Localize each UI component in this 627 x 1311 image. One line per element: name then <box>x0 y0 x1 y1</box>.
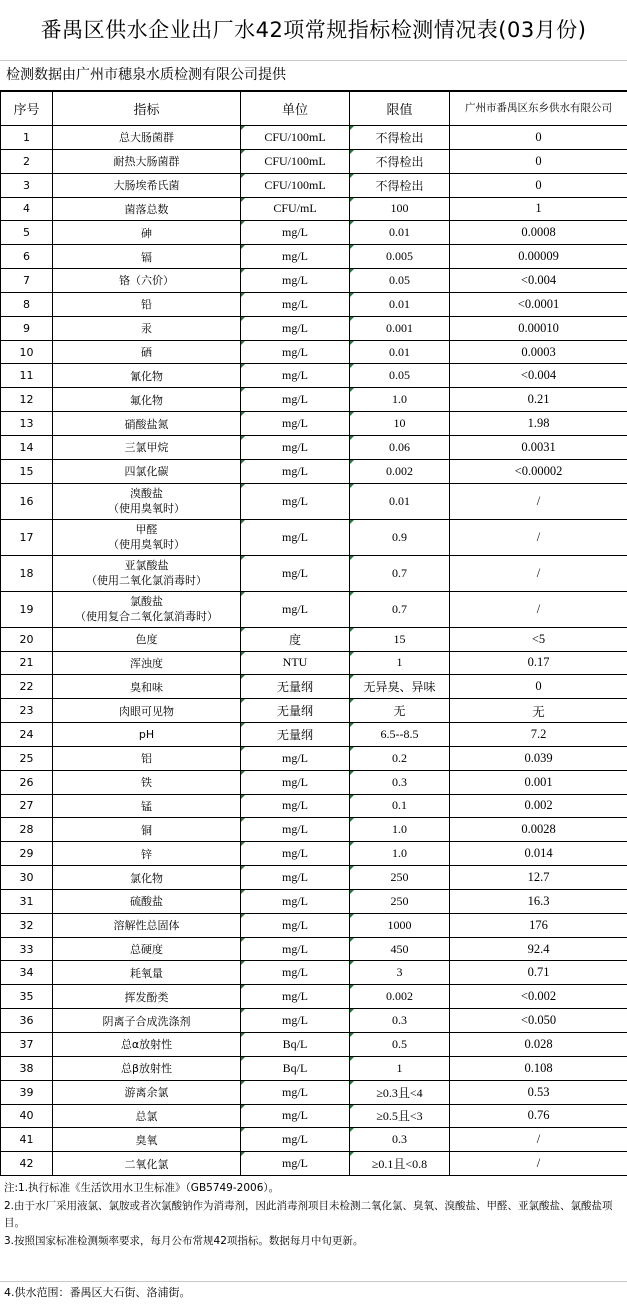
row-no: 4 <box>1 197 53 221</box>
row-value: 0.17 <box>450 651 627 675</box>
row-limit: 0.005 <box>350 245 450 269</box>
table-row <box>1 292 627 316</box>
table-row <box>1 842 627 866</box>
row-no: 42 <box>1 1152 53 1176</box>
row-no: 26 <box>1 770 53 794</box>
row-no: 22 <box>1 675 53 699</box>
row-no: 11 <box>1 364 53 388</box>
row-indicator: 挥发酚类 <box>53 985 241 1009</box>
table-row <box>1 197 627 221</box>
row-value: 0.0028 <box>450 818 627 842</box>
row-no: 27 <box>1 794 53 818</box>
row-indicator: 菌落总数 <box>53 197 241 221</box>
row-indicator: 臭氧 <box>53 1128 241 1152</box>
row-unit: mg/L <box>241 1128 350 1152</box>
table-row <box>1 388 627 412</box>
row-limit: 0.1 <box>350 794 450 818</box>
row-unit: mg/L <box>241 746 350 770</box>
row-value: 7.2 <box>450 723 627 747</box>
row-unit: mg/L <box>241 770 350 794</box>
row-unit: mg/L <box>241 555 350 591</box>
row-unit: mg/L <box>241 1009 350 1033</box>
table-row <box>1 173 627 197</box>
row-no: 7 <box>1 269 53 293</box>
row-indicator: 总α放射性 <box>53 1033 241 1057</box>
row-limit: 0.01 <box>350 483 450 519</box>
page-title: 番禺区供水企业出厂水42项常规指标检测情况表(03月份) <box>0 0 627 61</box>
row-unit: mg/L <box>241 412 350 436</box>
row-no: 35 <box>1 985 53 1009</box>
table-row <box>1 723 627 747</box>
row-no: 33 <box>1 937 53 961</box>
table-row <box>1 519 627 555</box>
row-value: / <box>450 519 627 555</box>
row-value: 0.108 <box>450 1056 627 1080</box>
row-indicator: 砷 <box>53 221 241 245</box>
row-value: 无 <box>450 699 627 723</box>
row-value: 0.0008 <box>450 221 627 245</box>
row-indicator: pH <box>53 723 241 747</box>
row-unit: Bq/L <box>241 1056 350 1080</box>
row-no: 2 <box>1 149 53 173</box>
row-value: / <box>450 555 627 591</box>
row-indicator: 硫酸盐 <box>53 889 241 913</box>
row-indicator: 锰 <box>53 794 241 818</box>
row-unit: mg/L <box>241 245 350 269</box>
row-indicator: 总氯 <box>53 1104 241 1128</box>
row-unit: mg/L <box>241 459 350 483</box>
row-value: <0.004 <box>450 364 627 388</box>
row-unit: mg/L <box>241 388 350 412</box>
row-no: 28 <box>1 818 53 842</box>
row-limit: 0.9 <box>350 519 450 555</box>
table-row <box>1 435 627 459</box>
row-no: 40 <box>1 1104 53 1128</box>
row-limit: 0.3 <box>350 770 450 794</box>
row-no: 16 <box>1 483 53 519</box>
table-row <box>1 937 627 961</box>
table-row <box>1 591 627 627</box>
row-unit: CFU/100mL <box>241 126 350 150</box>
header-indicator: 指标 <box>53 92 241 126</box>
row-indicator: 总大肠菌群 <box>53 126 241 150</box>
table-row <box>1 555 627 591</box>
row-limit: 0.05 <box>350 364 450 388</box>
row-limit: 0.3 <box>350 1009 450 1033</box>
row-unit: mg/L <box>241 1080 350 1104</box>
row-unit: mg/L <box>241 292 350 316</box>
row-limit: 10 <box>350 412 450 436</box>
row-unit: mg/L <box>241 794 350 818</box>
row-unit: mg/L <box>241 1152 350 1176</box>
table-row <box>1 269 627 293</box>
row-value: 0.00010 <box>450 316 627 340</box>
table-row <box>1 364 627 388</box>
row-limit: 0.2 <box>350 746 450 770</box>
data-source-line: 检测数据由广州市穗泉水质检测有限公司提供 <box>0 61 627 91</box>
row-limit: 0.01 <box>350 221 450 245</box>
row-limit: 0.3 <box>350 1128 450 1152</box>
table-row <box>1 770 627 794</box>
row-limit: 3 <box>350 961 450 985</box>
table-row <box>1 316 627 340</box>
row-indicator: 氰化物 <box>53 364 241 388</box>
row-indicator: 四氯化碳 <box>53 459 241 483</box>
row-limit: ≥0.3且<4 <box>350 1080 450 1104</box>
row-limit: ≥0.1且<0.8 <box>350 1152 450 1176</box>
row-value: 0.028 <box>450 1033 627 1057</box>
row-unit: mg/L <box>241 818 350 842</box>
row-limit: 0.06 <box>350 435 450 459</box>
row-no: 23 <box>1 699 53 723</box>
row-value: 0.76 <box>450 1104 627 1128</box>
row-unit: CFU/100mL <box>241 149 350 173</box>
row-value: / <box>450 1128 627 1152</box>
row-no: 20 <box>1 627 53 651</box>
row-indicator: 总硬度 <box>53 937 241 961</box>
row-value: 0.71 <box>450 961 627 985</box>
row-limit: 0.002 <box>350 985 450 1009</box>
row-no: 41 <box>1 1128 53 1152</box>
row-limit: 450 <box>350 937 450 961</box>
row-limit: 0.5 <box>350 1033 450 1057</box>
supply-scope: 4.供水范围：番禺区大石街、洛浦街。 <box>0 1281 627 1304</box>
table-row <box>1 627 627 651</box>
row-value: <0.050 <box>450 1009 627 1033</box>
indicator-table <box>0 91 627 1176</box>
row-no: 1 <box>1 126 53 150</box>
row-value: 0 <box>450 126 627 150</box>
row-value: 1.98 <box>450 412 627 436</box>
row-limit: 6.5--8.5 <box>350 723 450 747</box>
row-no: 31 <box>1 889 53 913</box>
row-no: 21 <box>1 651 53 675</box>
table-body <box>1 126 627 1176</box>
note-2: 2.由于水厂采用液氯、氯胺或者次氯酸钠作为消毒剂，因此消毒剂项目未检测二氧化氯、臭氧、溴酸盐、甲醛、亚氯酸盐、氯酸盐项目。 <box>4 1199 613 1230</box>
header-no: 序号 <box>1 92 53 126</box>
note-1: 注:1.执行标准《生活饮用水卫生标准》（GB5749-2006）。 <box>4 1182 280 1195</box>
row-indicator: 镉 <box>53 245 241 269</box>
row-indicator: 浑浊度 <box>53 651 241 675</box>
row-unit: mg/L <box>241 221 350 245</box>
row-indicator: 甲醛 （使用臭氧时） <box>53 519 241 555</box>
row-no: 29 <box>1 842 53 866</box>
row-unit: mg/L <box>241 961 350 985</box>
row-indicator: 二氧化氯 <box>53 1152 241 1176</box>
row-value: 0.002 <box>450 794 627 818</box>
row-value: 0.0031 <box>450 435 627 459</box>
row-indicator: 铅 <box>53 292 241 316</box>
row-value: <0.004 <box>450 269 627 293</box>
table-row <box>1 340 627 364</box>
row-no: 24 <box>1 723 53 747</box>
row-no: 37 <box>1 1033 53 1057</box>
row-unit: mg/L <box>241 985 350 1009</box>
row-no: 14 <box>1 435 53 459</box>
row-value: / <box>450 483 627 519</box>
row-no: 6 <box>1 245 53 269</box>
row-value: 1 <box>450 197 627 221</box>
row-unit: mg/L <box>241 435 350 459</box>
row-no: 25 <box>1 746 53 770</box>
row-value: 0.53 <box>450 1080 627 1104</box>
row-unit: mg/L <box>241 591 350 627</box>
table-row <box>1 1128 627 1152</box>
row-indicator: 硝酸盐氮 <box>53 412 241 436</box>
row-unit: NTU <box>241 651 350 675</box>
row-limit: 1.0 <box>350 388 450 412</box>
row-no: 17 <box>1 519 53 555</box>
note-3: 3.按照国家标准检测频率要求，每月公布常规42项指标。数据每月中旬更新。 <box>4 1234 364 1247</box>
row-no: 32 <box>1 913 53 937</box>
table-row <box>1 1056 627 1080</box>
row-limit: 0.05 <box>350 269 450 293</box>
row-no: 18 <box>1 555 53 591</box>
row-unit: 无量纲 <box>241 723 350 747</box>
row-indicator: 三氯甲烷 <box>53 435 241 459</box>
table-row <box>1 746 627 770</box>
row-no: 30 <box>1 866 53 890</box>
row-unit: mg/L <box>241 364 350 388</box>
row-value: 0.014 <box>450 842 627 866</box>
row-no: 8 <box>1 292 53 316</box>
row-limit: 1.0 <box>350 842 450 866</box>
row-limit: 0.7 <box>350 555 450 591</box>
table-row <box>1 699 627 723</box>
table-header-row <box>1 92 627 126</box>
row-indicator: 肉眼可见物 <box>53 699 241 723</box>
row-limit: 0.01 <box>350 340 450 364</box>
row-no: 13 <box>1 412 53 436</box>
header-unit: 单位 <box>241 92 350 126</box>
row-indicator: 锌 <box>53 842 241 866</box>
row-value: <0.00002 <box>450 459 627 483</box>
row-indicator: 臭和味 <box>53 675 241 699</box>
row-no: 19 <box>1 591 53 627</box>
row-limit: 无 <box>350 699 450 723</box>
row-unit: CFU/100mL <box>241 173 350 197</box>
row-value: 0.21 <box>450 388 627 412</box>
row-indicator: 游离余氯 <box>53 1080 241 1104</box>
row-no: 5 <box>1 221 53 245</box>
row-no: 15 <box>1 459 53 483</box>
row-no: 34 <box>1 961 53 985</box>
table-row <box>1 651 627 675</box>
table-row <box>1 1080 627 1104</box>
row-limit: 100 <box>350 197 450 221</box>
table-row <box>1 245 627 269</box>
table-row <box>1 459 627 483</box>
row-unit: 无量纲 <box>241 699 350 723</box>
table-row <box>1 818 627 842</box>
table-row <box>1 149 627 173</box>
row-unit: CFU/mL <box>241 197 350 221</box>
row-limit: 1 <box>350 651 450 675</box>
row-limit: 1.0 <box>350 818 450 842</box>
row-indicator: 铬（六价） <box>53 269 241 293</box>
row-unit: mg/L <box>241 269 350 293</box>
row-unit: mg/L <box>241 913 350 937</box>
row-limit: 250 <box>350 866 450 890</box>
row-indicator: 铝 <box>53 746 241 770</box>
row-value: 0 <box>450 675 627 699</box>
notes-block <box>0 1176 627 1250</box>
header-limit: 限值 <box>350 92 450 126</box>
header-org: 广州市番禺区东乡供水有限公司 <box>450 92 627 126</box>
row-unit: 度 <box>241 627 350 651</box>
row-value: 0.00009 <box>450 245 627 269</box>
row-indicator: 溴酸盐 （使用臭氧时） <box>53 483 241 519</box>
table-row <box>1 794 627 818</box>
row-indicator: 溶解性总固体 <box>53 913 241 937</box>
row-value: 12.7 <box>450 866 627 890</box>
row-value: 0 <box>450 173 627 197</box>
row-value: 0 <box>450 149 627 173</box>
row-no: 10 <box>1 340 53 364</box>
row-indicator: 铜 <box>53 818 241 842</box>
row-unit: Bq/L <box>241 1033 350 1057</box>
row-value: / <box>450 1152 627 1176</box>
row-value: <0.0001 <box>450 292 627 316</box>
row-value: <5 <box>450 627 627 651</box>
row-limit: 0.7 <box>350 591 450 627</box>
row-limit: 不得检出 <box>350 149 450 173</box>
row-unit: 无量纲 <box>241 675 350 699</box>
row-limit: 1 <box>350 1056 450 1080</box>
row-no: 9 <box>1 316 53 340</box>
row-no: 38 <box>1 1056 53 1080</box>
row-indicator: 耗氧量 <box>53 961 241 985</box>
table-row <box>1 913 627 937</box>
table-row <box>1 985 627 1009</box>
table-row <box>1 1009 627 1033</box>
row-limit: 不得检出 <box>350 173 450 197</box>
row-value: <0.002 <box>450 985 627 1009</box>
row-indicator: 氯化物 <box>53 866 241 890</box>
row-no: 39 <box>1 1080 53 1104</box>
row-indicator: 汞 <box>53 316 241 340</box>
row-limit: 无异臭、异味 <box>350 675 450 699</box>
row-unit: mg/L <box>241 889 350 913</box>
row-indicator: 总β放射性 <box>53 1056 241 1080</box>
row-indicator: 氯酸盐 （使用复合二氧化氯消毒时） <box>53 591 241 627</box>
table-row <box>1 1033 627 1057</box>
row-indicator: 阴离子合成洗涤剂 <box>53 1009 241 1033</box>
row-no: 36 <box>1 1009 53 1033</box>
row-value: 0.039 <box>450 746 627 770</box>
table-row <box>1 126 627 150</box>
row-limit: 1000 <box>350 913 450 937</box>
row-no: 12 <box>1 388 53 412</box>
row-limit: 15 <box>350 627 450 651</box>
row-unit: mg/L <box>241 1104 350 1128</box>
row-unit: mg/L <box>241 316 350 340</box>
row-value: 0.0003 <box>450 340 627 364</box>
row-indicator: 硒 <box>53 340 241 364</box>
table-row <box>1 412 627 436</box>
row-unit: mg/L <box>241 937 350 961</box>
row-no: 3 <box>1 173 53 197</box>
row-indicator: 氟化物 <box>53 388 241 412</box>
row-indicator: 色度 <box>53 627 241 651</box>
row-value: 92.4 <box>450 937 627 961</box>
row-limit: 不得检出 <box>350 126 450 150</box>
row-value: 0.001 <box>450 770 627 794</box>
row-limit: 250 <box>350 889 450 913</box>
row-indicator: 耐热大肠菌群 <box>53 149 241 173</box>
table-row <box>1 675 627 699</box>
table-row <box>1 1104 627 1128</box>
row-unit: mg/L <box>241 483 350 519</box>
row-unit: mg/L <box>241 866 350 890</box>
table-row <box>1 889 627 913</box>
row-unit: mg/L <box>241 519 350 555</box>
row-limit: 0.01 <box>350 292 450 316</box>
table-row <box>1 483 627 519</box>
row-value: 176 <box>450 913 627 937</box>
row-limit: 0.002 <box>350 459 450 483</box>
table-row <box>1 866 627 890</box>
row-unit: mg/L <box>241 842 350 866</box>
row-value: / <box>450 591 627 627</box>
row-indicator: 大肠埃希氏菌 <box>53 173 241 197</box>
row-indicator: 铁 <box>53 770 241 794</box>
table-row <box>1 1152 627 1176</box>
table-row <box>1 221 627 245</box>
row-value: 16.3 <box>450 889 627 913</box>
row-indicator: 亚氯酸盐 （使用二氧化氯消毒时） <box>53 555 241 591</box>
table-row <box>1 961 627 985</box>
row-unit: mg/L <box>241 340 350 364</box>
row-limit: ≥0.5且<3 <box>350 1104 450 1128</box>
row-limit: 0.001 <box>350 316 450 340</box>
